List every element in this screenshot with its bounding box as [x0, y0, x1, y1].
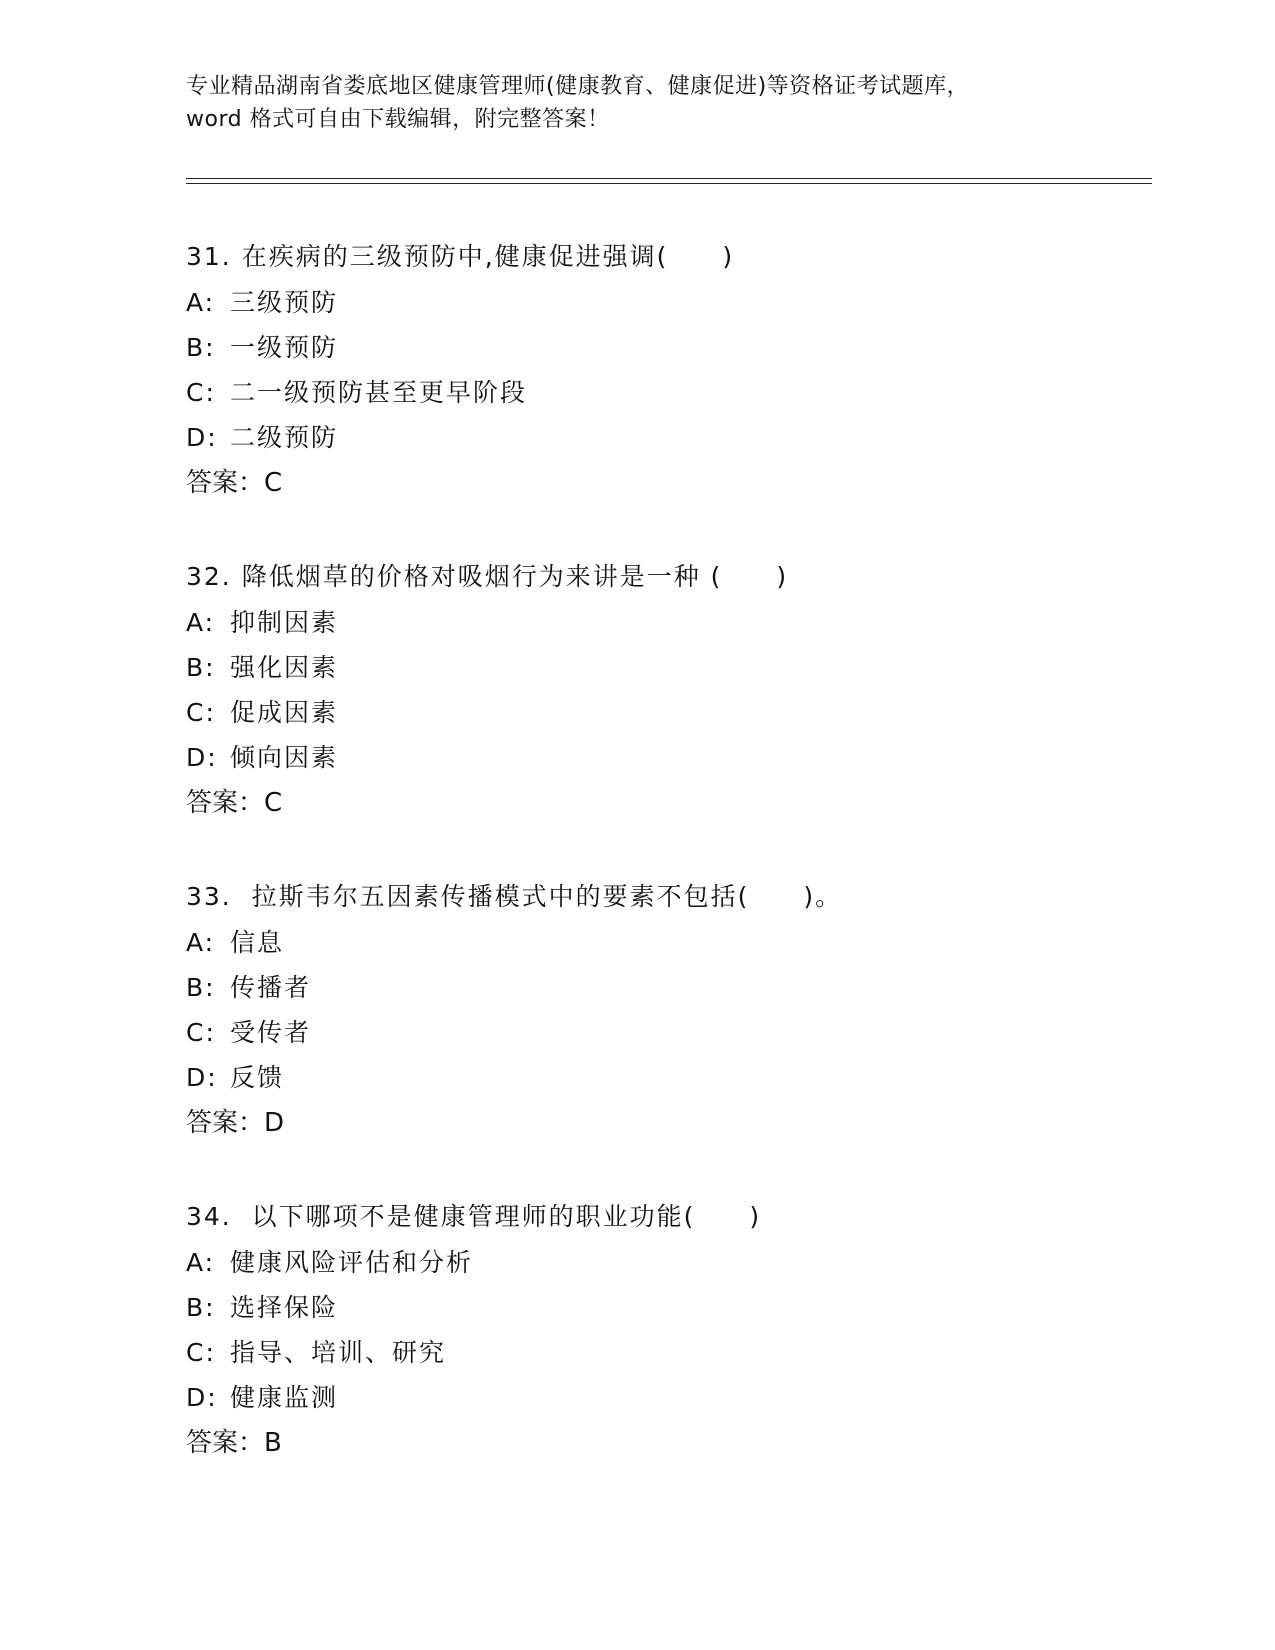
question-text: 在疾病的三级预防中,健康促进强调( ) [231, 242, 735, 271]
question-number: 31. [186, 242, 232, 271]
option-d [186, 1375, 1146, 1420]
answer-line [186, 1420, 1146, 1466]
option-text: 三级预防 [230, 288, 339, 317]
answer-value: C [264, 788, 283, 818]
question-34 [186, 1194, 1146, 1514]
option-text: 健康风险评估和分析 [230, 1248, 474, 1277]
option-letter: A: [186, 288, 216, 317]
question-text: 拉斯韦尔五因素传播模式中的要素不包括( )。 [231, 882, 843, 911]
option-letter: B: [186, 333, 216, 362]
option-letter: D: [186, 1383, 218, 1412]
question-number: 32. [186, 562, 232, 591]
option-letter: D: [186, 423, 218, 452]
answer-value: C [264, 468, 283, 498]
option-letter: D: [186, 743, 218, 772]
option-letter: A: [186, 608, 216, 637]
document-header [186, 70, 1086, 136]
question-stem [186, 1194, 1146, 1240]
question-list [186, 234, 1146, 1514]
option-c [186, 1330, 1146, 1375]
option-text: 二级预防 [230, 423, 339, 452]
option-a [186, 280, 1146, 325]
option-text: 健康监测 [230, 1383, 339, 1412]
option-text: 一级预防 [230, 333, 339, 362]
option-d [186, 735, 1146, 780]
option-text: 信息 [230, 928, 285, 957]
option-letter: C: [186, 378, 216, 407]
question-33 [186, 874, 1146, 1194]
option-letter: B: [186, 1293, 216, 1322]
option-d [186, 415, 1146, 460]
option-text: 二一级预防甚至更早阶段 [230, 378, 528, 407]
answer-line [186, 460, 1146, 506]
option-letter: C: [186, 1018, 216, 1047]
question-number: 33. [186, 882, 232, 911]
option-letter: A: [186, 928, 216, 957]
option-b [186, 645, 1146, 690]
option-text: 传播者 [230, 973, 312, 1002]
header-divider-top [186, 178, 1152, 179]
answer-value: B [264, 1428, 282, 1458]
option-text: 选择保险 [230, 1293, 339, 1322]
question-text: 降低烟草的价格对吸烟行为来讲是一种 ( ) [231, 562, 789, 591]
answer-line [186, 1100, 1146, 1146]
answer-label: 答案： [186, 1108, 265, 1138]
option-text: 受传者 [230, 1018, 312, 1047]
question-32 [186, 554, 1146, 874]
question-stem [186, 874, 1146, 920]
question-text: 以下哪项不是健康管理师的职业功能( ) [231, 1202, 762, 1231]
option-text: 促成因素 [230, 698, 339, 727]
option-letter: C: [186, 698, 216, 727]
option-c [186, 370, 1146, 415]
option-b [186, 325, 1146, 370]
option-text: 抑制因素 [230, 608, 339, 637]
question-number: 34. [186, 1202, 232, 1231]
option-text: 指导、培训、研究 [230, 1338, 447, 1367]
option-letter: B: [186, 653, 216, 682]
answer-label: 答案： [186, 1428, 265, 1458]
option-c [186, 690, 1146, 735]
option-letter: A: [186, 1248, 216, 1277]
answer-label: 答案： [186, 468, 265, 498]
option-letter: C: [186, 1338, 216, 1367]
option-a [186, 920, 1146, 965]
option-a [186, 1240, 1146, 1285]
option-letter: D: [186, 1063, 218, 1092]
header-line-2: word 格式可自由下载编辑，附完整答案！ [186, 107, 610, 132]
option-b [186, 1285, 1146, 1330]
answer-line [186, 780, 1146, 826]
header-divider-bottom [186, 183, 1152, 184]
option-text: 强化因素 [230, 653, 339, 682]
option-d [186, 1055, 1146, 1100]
option-c [186, 1010, 1146, 1055]
question-31 [186, 234, 1146, 554]
header-line-1: 专业精品湖南省娄底地区健康管理师(健康教育、健康促进)等资格证考试题库， [186, 74, 970, 99]
answer-value: D [264, 1108, 285, 1138]
option-text: 反馈 [230, 1063, 285, 1092]
answer-label: 答案： [186, 788, 265, 818]
option-letter: B: [186, 973, 216, 1002]
option-a [186, 600, 1146, 645]
option-b [186, 965, 1146, 1010]
option-text: 倾向因素 [230, 743, 339, 772]
question-stem [186, 234, 1146, 280]
question-stem [186, 554, 1146, 600]
